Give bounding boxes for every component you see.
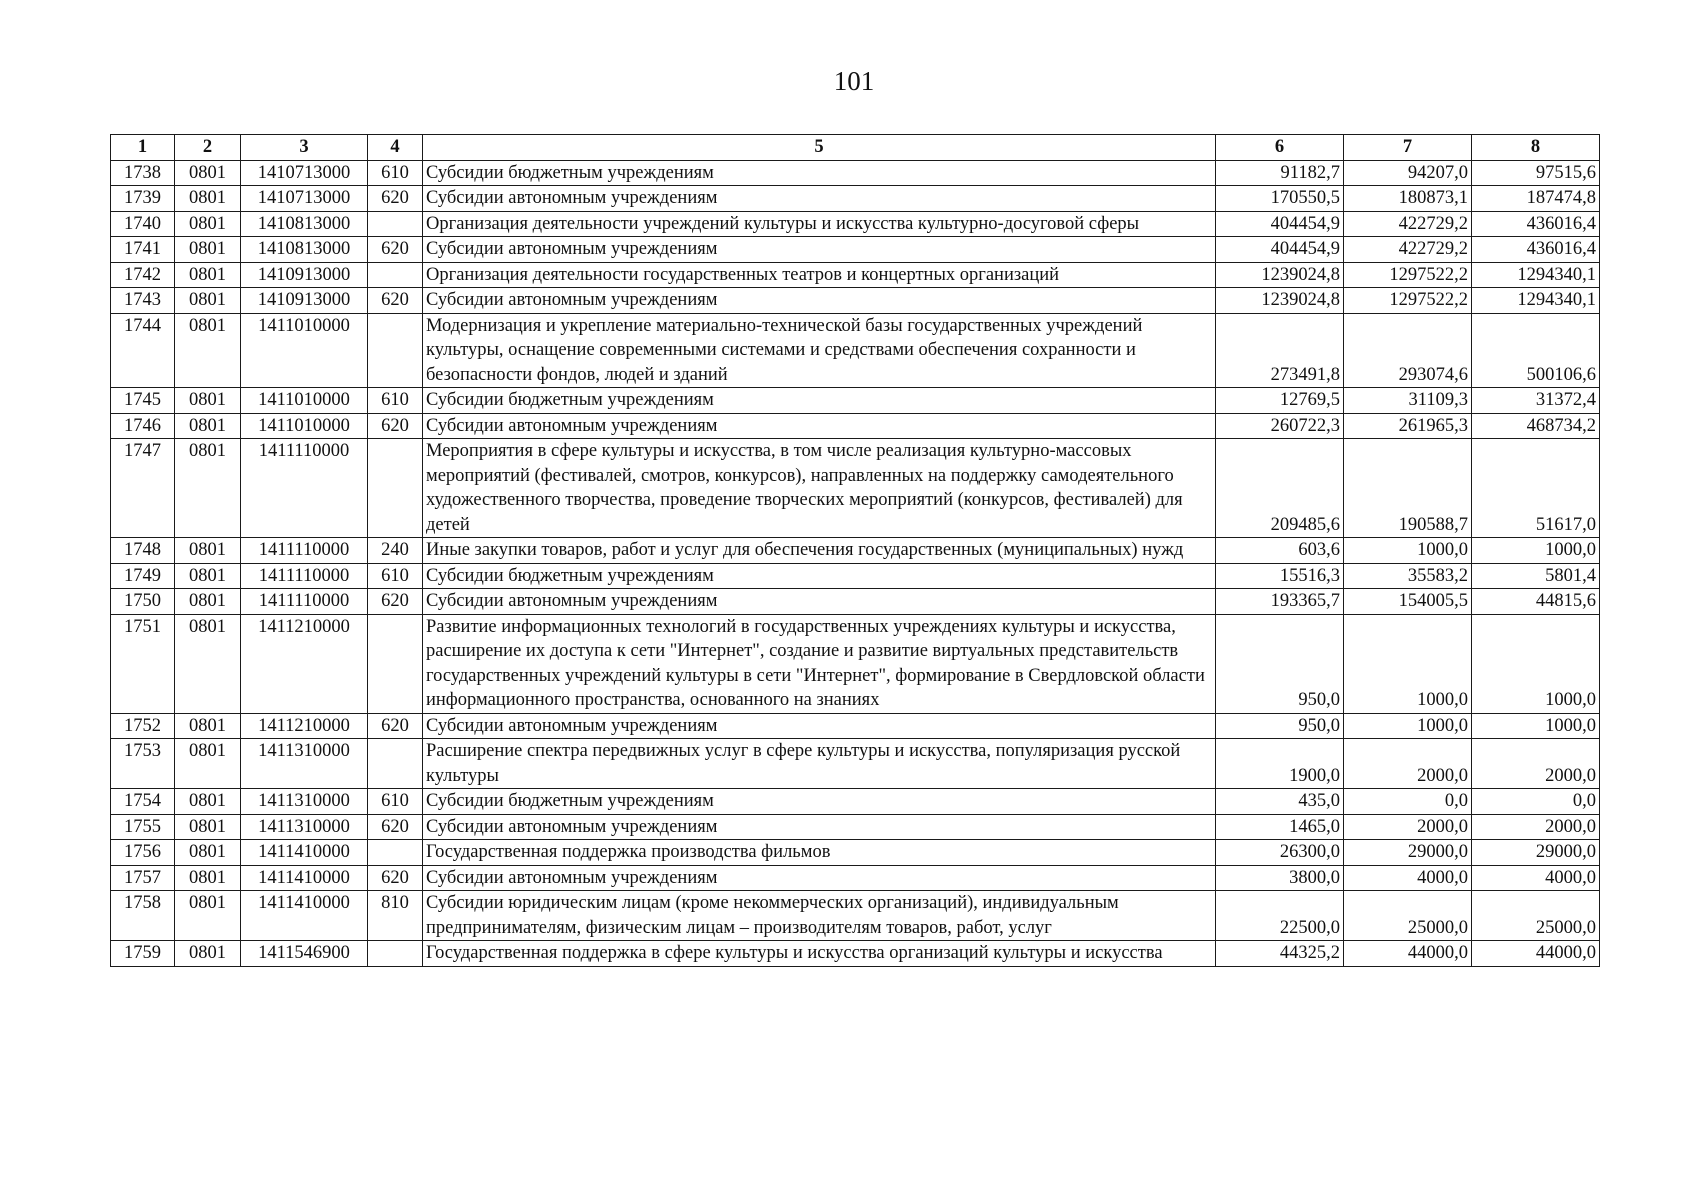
value-col7-cell: 1000,0 — [1344, 538, 1472, 564]
table-row — [111, 538, 1600, 564]
expense-type-cell: 620 — [368, 237, 423, 263]
target-code-cell: 1411110000 — [241, 589, 368, 615]
row-number-cell: 1750 — [111, 589, 175, 615]
expense-type-cell: 620 — [368, 814, 423, 840]
section-code-cell: 0801 — [175, 891, 241, 941]
header-cell: 8 — [1472, 135, 1600, 161]
description-cell: Субсидии автономным учреждениям — [423, 814, 1216, 840]
table-row — [111, 262, 1600, 288]
value-col8-cell: 1000,0 — [1472, 614, 1600, 713]
value-col6-cell: 12769,5 — [1216, 388, 1344, 414]
expense-type-cell: 240 — [368, 538, 423, 564]
row-number-cell: 1756 — [111, 840, 175, 866]
value-col8-cell: 25000,0 — [1472, 891, 1600, 941]
expense-type-cell — [368, 941, 423, 967]
expense-type-cell — [368, 439, 423, 538]
description-cell: Развитие информационных технологий в государственных учреждениях культуры и искусства, расширение их доступа к сети "Интернет", создание и развитие виртуальных представительств государственных учреждений культуры в сети "Интернет", формирование в Свердловской области информационного пространства, основанного на знаниях — [423, 614, 1216, 713]
value-col6-cell: 91182,7 — [1216, 160, 1344, 186]
row-number-cell: 1738 — [111, 160, 175, 186]
value-col7-cell: 180873,1 — [1344, 186, 1472, 212]
value-col7-cell: 29000,0 — [1344, 840, 1472, 866]
description-cell: Модернизация и укрепление материально-технической базы государственных учреждений культуры, оснащение современными системами и средствами обеспечения сохранности и безопасности фондов, людей и зданий — [423, 313, 1216, 388]
value-col6-cell: 260722,3 — [1216, 413, 1344, 439]
target-code-cell: 1411410000 — [241, 891, 368, 941]
expense-type-cell — [368, 614, 423, 713]
target-code-cell: 1411010000 — [241, 413, 368, 439]
value-col7-cell: 154005,5 — [1344, 589, 1472, 615]
value-col7-cell: 1000,0 — [1344, 713, 1472, 739]
target-code-cell: 1411410000 — [241, 840, 368, 866]
value-col6-cell: 26300,0 — [1216, 840, 1344, 866]
value-col8-cell: 436016,4 — [1472, 211, 1600, 237]
target-code-cell: 1410813000 — [241, 211, 368, 237]
section-code-cell: 0801 — [175, 288, 241, 314]
section-code-cell: 0801 — [175, 262, 241, 288]
description-cell: Субсидии автономным учреждениям — [423, 413, 1216, 439]
value-col6-cell: 404454,9 — [1216, 211, 1344, 237]
description-cell: Субсидии автономным учреждениям — [423, 288, 1216, 314]
value-col8-cell: 1000,0 — [1472, 713, 1600, 739]
value-col8-cell: 5801,4 — [1472, 563, 1600, 589]
value-col6-cell: 22500,0 — [1216, 891, 1344, 941]
budget-table — [110, 134, 1600, 967]
target-code-cell: 1411410000 — [241, 865, 368, 891]
value-col8-cell: 1000,0 — [1472, 538, 1600, 564]
target-code-cell: 1411210000 — [241, 614, 368, 713]
value-col8-cell: 500106,6 — [1472, 313, 1600, 388]
description-cell: Субсидии автономным учреждениям — [423, 186, 1216, 212]
table-row — [111, 891, 1600, 941]
table-row — [111, 865, 1600, 891]
value-col6-cell: 193365,7 — [1216, 589, 1344, 615]
value-col6-cell: 435,0 — [1216, 789, 1344, 815]
description-cell: Субсидии бюджетным учреждениям — [423, 789, 1216, 815]
value-col8-cell: 97515,6 — [1472, 160, 1600, 186]
value-col8-cell: 31372,4 — [1472, 388, 1600, 414]
row-number-cell: 1759 — [111, 941, 175, 967]
row-number-cell: 1739 — [111, 186, 175, 212]
row-number-cell: 1751 — [111, 614, 175, 713]
target-code-cell: 1411210000 — [241, 713, 368, 739]
value-col7-cell: 31109,3 — [1344, 388, 1472, 414]
value-col7-cell: 2000,0 — [1344, 814, 1472, 840]
expense-type-cell: 620 — [368, 589, 423, 615]
header-row — [111, 135, 1600, 161]
expense-type-cell: 610 — [368, 563, 423, 589]
description-cell: Субсидии бюджетным учреждениям — [423, 160, 1216, 186]
header-cell: 1 — [111, 135, 175, 161]
section-code-cell: 0801 — [175, 413, 241, 439]
table-row — [111, 941, 1600, 967]
description-cell: Мероприятия в сфере культуры и искусства, в том числе реализация культурно-массовых мероприятий (фестивалей, смотров, конкурсов), направленных на поддержку самодеятельного художественного творчества, проведение творческих мероприятий (конкурсов, фестивалей) для детей — [423, 439, 1216, 538]
expense-type-cell — [368, 262, 423, 288]
row-number-cell: 1743 — [111, 288, 175, 314]
target-code-cell: 1411110000 — [241, 439, 368, 538]
expense-type-cell — [368, 739, 423, 789]
value-col8-cell: 1294340,1 — [1472, 288, 1600, 314]
row-number-cell: 1740 — [111, 211, 175, 237]
value-col8-cell: 0,0 — [1472, 789, 1600, 815]
table-row — [111, 789, 1600, 815]
value-col6-cell: 950,0 — [1216, 614, 1344, 713]
description-cell: Государственная поддержка в сфере культуры и искусства организаций культуры и искусства — [423, 941, 1216, 967]
target-code-cell: 1410913000 — [241, 288, 368, 314]
table-row — [111, 160, 1600, 186]
value-col6-cell: 1465,0 — [1216, 814, 1344, 840]
table-row — [111, 713, 1600, 739]
target-code-cell: 1411310000 — [241, 739, 368, 789]
section-code-cell: 0801 — [175, 211, 241, 237]
value-col8-cell: 44815,6 — [1472, 589, 1600, 615]
expense-type-cell: 620 — [368, 413, 423, 439]
section-code-cell: 0801 — [175, 388, 241, 414]
value-col7-cell: 1297522,2 — [1344, 288, 1472, 314]
target-code-cell: 1411546900 — [241, 941, 368, 967]
section-code-cell: 0801 — [175, 840, 241, 866]
expense-type-cell: 620 — [368, 186, 423, 212]
description-cell: Иные закупки товаров, работ и услуг для обеспечения государственных (муниципальных) нужд — [423, 538, 1216, 564]
value-col8-cell: 2000,0 — [1472, 739, 1600, 789]
value-col6-cell: 209485,6 — [1216, 439, 1344, 538]
target-code-cell: 1411110000 — [241, 538, 368, 564]
section-code-cell: 0801 — [175, 789, 241, 815]
section-code-cell: 0801 — [175, 814, 241, 840]
value-col7-cell: 4000,0 — [1344, 865, 1472, 891]
value-col8-cell: 187474,8 — [1472, 186, 1600, 212]
row-number-cell: 1752 — [111, 713, 175, 739]
description-cell: Организация деятельности государственных театров и концертных организаций — [423, 262, 1216, 288]
table-row — [111, 739, 1600, 789]
value-col7-cell: 0,0 — [1344, 789, 1472, 815]
target-code-cell: 1411010000 — [241, 313, 368, 388]
table-row — [111, 589, 1600, 615]
table-row — [111, 413, 1600, 439]
row-number-cell: 1754 — [111, 789, 175, 815]
header-cell: 5 — [423, 135, 1216, 161]
value-col7-cell: 1000,0 — [1344, 614, 1472, 713]
table-row — [111, 211, 1600, 237]
table-row — [111, 186, 1600, 212]
value-col6-cell: 1239024,8 — [1216, 288, 1344, 314]
table-row — [111, 288, 1600, 314]
target-code-cell: 1410713000 — [241, 186, 368, 212]
row-number-cell: 1757 — [111, 865, 175, 891]
row-number-cell: 1748 — [111, 538, 175, 564]
value-col8-cell: 468734,2 — [1472, 413, 1600, 439]
expense-type-cell: 620 — [368, 713, 423, 739]
value-col6-cell: 170550,5 — [1216, 186, 1344, 212]
value-col7-cell: 422729,2 — [1344, 211, 1472, 237]
value-col6-cell: 3800,0 — [1216, 865, 1344, 891]
value-col8-cell: 51617,0 — [1472, 439, 1600, 538]
row-number-cell: 1755 — [111, 814, 175, 840]
section-code-cell: 0801 — [175, 614, 241, 713]
value-col7-cell: 44000,0 — [1344, 941, 1472, 967]
value-col8-cell: 436016,4 — [1472, 237, 1600, 263]
value-col8-cell: 44000,0 — [1472, 941, 1600, 967]
value-col7-cell: 94207,0 — [1344, 160, 1472, 186]
value-col7-cell: 1297522,2 — [1344, 262, 1472, 288]
row-number-cell: 1749 — [111, 563, 175, 589]
table-row — [111, 814, 1600, 840]
value-col6-cell: 1239024,8 — [1216, 262, 1344, 288]
section-code-cell: 0801 — [175, 865, 241, 891]
table-row — [111, 840, 1600, 866]
expense-type-cell: 610 — [368, 160, 423, 186]
expense-type-cell: 610 — [368, 789, 423, 815]
table-row — [111, 614, 1600, 713]
row-number-cell: 1753 — [111, 739, 175, 789]
section-code-cell: 0801 — [175, 739, 241, 789]
section-code-cell: 0801 — [175, 160, 241, 186]
value-col8-cell: 29000,0 — [1472, 840, 1600, 866]
table-row — [111, 439, 1600, 538]
description-cell: Субсидии автономным учреждениям — [423, 865, 1216, 891]
value-col7-cell: 422729,2 — [1344, 237, 1472, 263]
description-cell: Субсидии автономным учреждениям — [423, 713, 1216, 739]
row-number-cell: 1741 — [111, 237, 175, 263]
value-col6-cell: 1900,0 — [1216, 739, 1344, 789]
value-col7-cell: 293074,6 — [1344, 313, 1472, 388]
value-col7-cell: 2000,0 — [1344, 739, 1472, 789]
value-col7-cell: 35583,2 — [1344, 563, 1472, 589]
table-row — [111, 313, 1600, 388]
expense-type-cell: 610 — [368, 388, 423, 414]
description-cell: Субсидии бюджетным учреждениям — [423, 563, 1216, 589]
value-col8-cell: 1294340,1 — [1472, 262, 1600, 288]
row-number-cell: 1742 — [111, 262, 175, 288]
row-number-cell: 1746 — [111, 413, 175, 439]
section-code-cell: 0801 — [175, 713, 241, 739]
section-code-cell: 0801 — [175, 186, 241, 212]
row-number-cell: 1744 — [111, 313, 175, 388]
section-code-cell: 0801 — [175, 237, 241, 263]
value-col6-cell: 950,0 — [1216, 713, 1344, 739]
target-code-cell: 1411110000 — [241, 563, 368, 589]
table-body — [111, 160, 1600, 966]
value-col8-cell: 2000,0 — [1472, 814, 1600, 840]
description-cell: Субсидии бюджетным учреждениям — [423, 388, 1216, 414]
header-cell: 4 — [368, 135, 423, 161]
value-col7-cell: 261965,3 — [1344, 413, 1472, 439]
description-cell: Государственная поддержка производства фильмов — [423, 840, 1216, 866]
value-col6-cell: 603,6 — [1216, 538, 1344, 564]
table-row — [111, 237, 1600, 263]
expense-type-cell — [368, 313, 423, 388]
description-cell: Субсидии автономным учреждениям — [423, 589, 1216, 615]
expense-type-cell — [368, 211, 423, 237]
expense-type-cell — [368, 840, 423, 866]
expense-type-cell: 620 — [368, 865, 423, 891]
value-col6-cell: 273491,8 — [1216, 313, 1344, 388]
description-cell: Организация деятельности учреждений культуры и искусства культурно-досуговой сферы — [423, 211, 1216, 237]
target-code-cell: 1411010000 — [241, 388, 368, 414]
value-col7-cell: 25000,0 — [1344, 891, 1472, 941]
value-col8-cell: 4000,0 — [1472, 865, 1600, 891]
header-cell: 6 — [1216, 135, 1344, 161]
table-row — [111, 563, 1600, 589]
description-cell: Расширение спектра передвижных услуг в сфере культуры и искусства, популяризация русской культуры — [423, 739, 1216, 789]
section-code-cell: 0801 — [175, 563, 241, 589]
description-cell: Субсидии автономным учреждениям — [423, 237, 1216, 263]
row-number-cell: 1747 — [111, 439, 175, 538]
value-col7-cell: 190588,7 — [1344, 439, 1472, 538]
target-code-cell: 1410913000 — [241, 262, 368, 288]
expense-type-cell: 620 — [368, 288, 423, 314]
section-code-cell: 0801 — [175, 439, 241, 538]
target-code-cell: 1410813000 — [241, 237, 368, 263]
section-code-cell: 0801 — [175, 313, 241, 388]
header-cell: 7 — [1344, 135, 1472, 161]
target-code-cell: 1411310000 — [241, 814, 368, 840]
value-col6-cell: 15516,3 — [1216, 563, 1344, 589]
header-cell: 2 — [175, 135, 241, 161]
expense-type-cell: 810 — [368, 891, 423, 941]
target-code-cell: 1411310000 — [241, 789, 368, 815]
section-code-cell: 0801 — [175, 589, 241, 615]
table-row — [111, 388, 1600, 414]
value-col6-cell: 404454,9 — [1216, 237, 1344, 263]
row-number-cell: 1745 — [111, 388, 175, 414]
page-number: 101 — [833, 66, 875, 96]
row-number-cell: 1758 — [111, 891, 175, 941]
section-code-cell: 0801 — [175, 538, 241, 564]
description-cell: Субсидии юридическим лицам (кроме некоммерческих организаций), индивидуальным предпринимателям, физическим лицам – производителям товаров, работ, услуг — [423, 891, 1216, 941]
target-code-cell: 1410713000 — [241, 160, 368, 186]
header-cell: 3 — [241, 135, 368, 161]
value-col6-cell: 44325,2 — [1216, 941, 1344, 967]
section-code-cell: 0801 — [175, 941, 241, 967]
